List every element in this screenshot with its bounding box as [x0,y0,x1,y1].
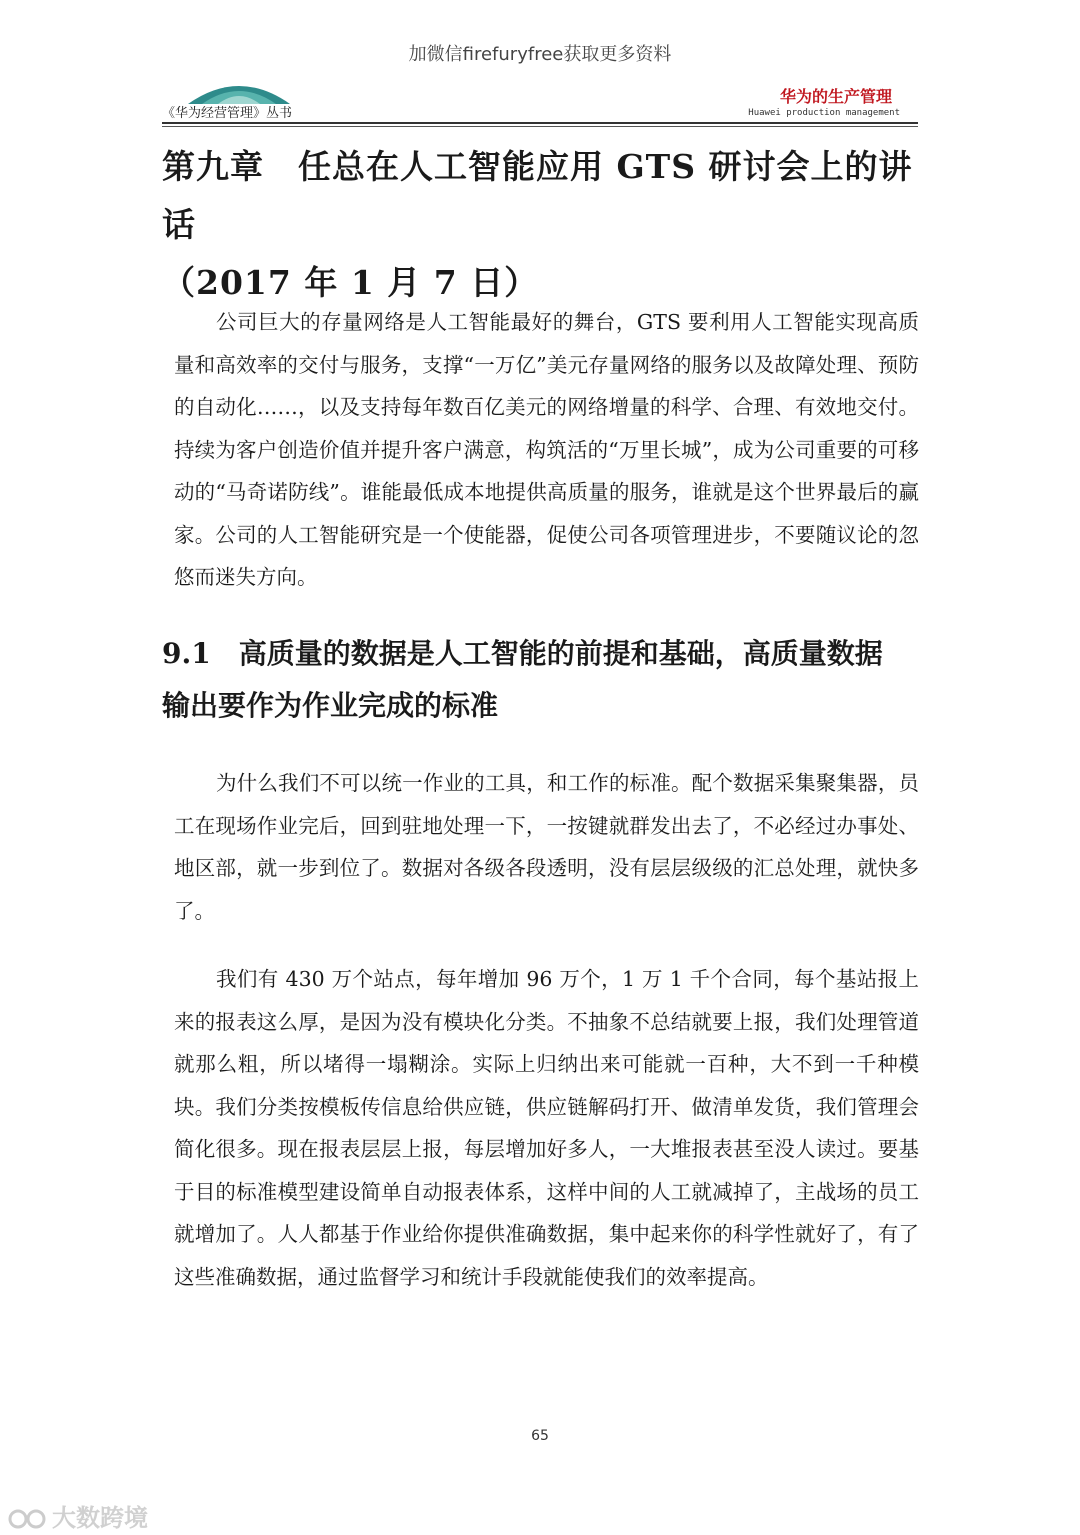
book-subtitle: Huawei production management [748,108,900,118]
section-title [162,628,922,732]
header-rule-thin [162,126,918,127]
intro-paragraph: 公司巨大的存量网络是人工智能最好的舞台，GTS 要利用人工智能实现高质量和高效率的交付与服务，支撑“一万亿”美元存量网络的服务以及故障处理、预防的自动化……，以及支持每年数百亿美元的网络增量的科学、合理、有效地交付。持续为客户创造价值并提升客户满意，构筑活的“万里长城”，成为公司重要的可移动的“马奇诺防线”。谁能最低成本地提供高质量的服务，谁就是这个世界最后的赢家。公司的人工智能研究是一个使能器，促使公司各项管理进步，不要随议论的忽悠而迷失方向。 [174,310,919,589]
watermark-logo-icon [8,1506,48,1532]
series-name: 《华为经营管理》丛书 [162,106,293,121]
chapter-title [162,138,922,312]
top-note: 加微信firefuryfree获取更多资料 [408,44,672,65]
section-title-line2: 输出要作为作业完成的标准 [162,689,499,722]
page-number: 65 [531,1428,549,1444]
chapter-title-line1: 第九章 任总在人工智能应用 GTS 研讨会上的讲话 [162,147,913,244]
watermark [8,1498,148,1533]
watermark-text: 大数跨境 [52,1504,148,1532]
section-paragraph-1: 为什么我们不可以统一作业的工具，和工作的标准。配个数据采集聚集器，员工在现场作业完后，回到驻地处理一下，一按键就群发出去了，不必经过办事处、地区部，就一步到位了。数据对各级各段透明，没有层层级级的汇总处理，就快多了。 [174,771,919,923]
header-rule [162,122,918,124]
page-header [162,72,918,126]
chapter-title-line2: （2017 年 1 月 7 日） [162,263,539,302]
section-title-line1: 9.1 高质量的数据是人工智能的前提和基础，高质量数据 [162,637,883,670]
section-paragraph-2: 我们有 430 万个站点，每年增加 96 万个，1 万 1 千个合同，每个基站报上来的报表这么厚，是因为没有模块化分类。不抽象不总结就要上报，我们处理管道就那么粗，所以堵得一塌糊涂。实际上归纳出来可能就一百种，大不到一千种模块。我们分类按模板传信息给供应链，供应链解码打开、做清单发货，我们管理会简化很多。现在报表层层上报，每层增加好多人，一大堆报表甚至没人读过。要基于目的标准模型建设简单自动报表体系，这样中间的人工就减掉了，主战场的员工就增加了。人人都基于作业给你提供准确数据，集中起来你的科学性就好了，有了这些准确数据，通过监督学习和统计手段就能使我们的效率提高。 [174,967,919,1289]
book-title: 华为的生产管理 [779,87,892,106]
